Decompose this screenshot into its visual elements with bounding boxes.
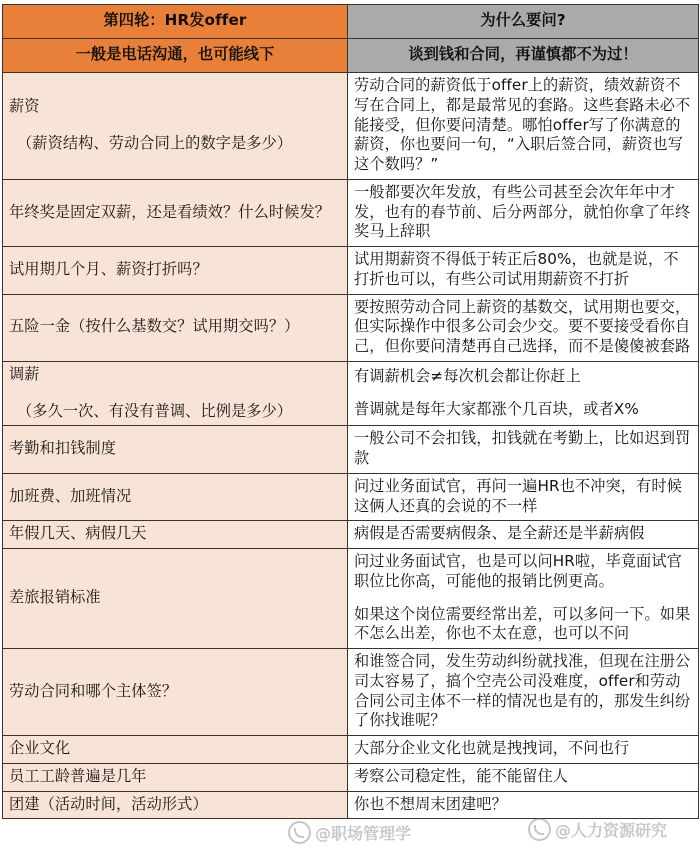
answer-paragraph: 要按照劳动合同上薪资的基数交，试用期也要交，但实际操作中很多公司会少交。要不要接受看你自己，但你要问清楚再自己选择，而不是傻傻被套路 xyxy=(354,297,691,355)
question-sub: （多久一次、有没有普调、比例是多少） xyxy=(17,401,293,420)
answer-paragraph: 一般公司不会扣钱，扣钱就在考勤上，比如迟到罚款 xyxy=(354,429,691,467)
question-main: 差旅报销标准 xyxy=(9,588,101,607)
question-main: 试用期几个月、薪资打折吗？ xyxy=(9,259,208,278)
table-row xyxy=(3,649,699,736)
question-cell xyxy=(3,361,348,426)
answer-spacer xyxy=(354,387,692,400)
question-main: 薪资 xyxy=(9,97,40,116)
table-header-row xyxy=(3,5,699,39)
header-right-title: 为什么要问? xyxy=(348,5,699,39)
answer-paragraph: 有调薪机会≠每次机会都让你赶上 xyxy=(354,366,581,385)
question-main: 加班费、加班情况 xyxy=(9,486,132,505)
qa-table-body xyxy=(3,5,699,819)
table-row xyxy=(3,179,699,246)
watermark-right-text: @人力资源研究 xyxy=(555,821,668,840)
header-right-subtitle: 谈到钱和合同，再谨慎都不为过！ xyxy=(348,39,699,73)
weibo-logo-icon xyxy=(528,818,551,841)
table-row xyxy=(3,426,699,474)
question-cell xyxy=(3,179,348,246)
answer-cell xyxy=(348,791,699,819)
watermark-left xyxy=(288,821,411,844)
question-main: 五险一金（按什么基数交？试用期交吗？） xyxy=(9,317,300,336)
question-cell xyxy=(3,791,348,819)
answer-paragraph: 问过业务面试官，也是可以问HR啦，毕竟面试官职位比你高，可能他的报销比例更高。 xyxy=(354,552,682,590)
answer-cell xyxy=(348,361,699,426)
answer-cell xyxy=(348,294,699,361)
answer-cell xyxy=(348,736,699,764)
answer-paragraph: 你也不想周末团建吧？ xyxy=(354,794,507,813)
question-main: 企业文化 xyxy=(9,739,71,757)
answer-cell xyxy=(348,73,699,180)
question-main: 调薪 xyxy=(9,364,40,383)
question-main: 年假几天、病假几天 xyxy=(9,524,147,543)
answer-paragraph: 问过业务面试官，再问一遍HR也不冲突，有时候这俩人还真的会说的不一样 xyxy=(354,476,682,515)
answer-spacer xyxy=(354,592,692,605)
answer-paragraph: 一般都要次年发放，有些公司甚至会次年年中才发，也有的春节前、后分两部分，就怕你拿了年终奖马上辞职 xyxy=(354,182,691,241)
answer-paragraph: 试用期薪资不得低于转正后80%，也就是说，不打折也可以，有些公司试用期薪资不打折 xyxy=(354,250,679,288)
table-row xyxy=(3,791,699,819)
answer-paragraph: 病假是否需要病假条、是全薪还是半薪病假 xyxy=(354,524,645,543)
question-main: 年终奖是固定双薪，还是看绩效？什么时候发？ xyxy=(9,202,331,221)
table-row xyxy=(3,73,699,180)
question-main: 考勤和扣钱制度 xyxy=(9,439,117,458)
table-row xyxy=(3,247,699,295)
watermark-left-text: @职场管理学 xyxy=(315,824,412,843)
table-row xyxy=(3,521,699,549)
answer-cell xyxy=(348,179,699,246)
answer-cell xyxy=(348,426,699,474)
answer-cell xyxy=(348,649,699,736)
table-row xyxy=(3,549,699,649)
question-cell xyxy=(3,73,348,180)
answer-paragraph: 普调就是每年大家都涨个几百块，或者X% xyxy=(354,399,639,418)
question-main: 团建（活动时间，活动形式） xyxy=(9,794,208,813)
answer-cell xyxy=(348,763,699,791)
answer-cell xyxy=(348,473,699,521)
answer-paragraph: 劳动合同的薪资低于offer上的薪资，绩效薪资不写在合同上，都是最常见的套路。这些套路未必不能接受，但你要问清楚。哪怕offer写了你满意的薪资，你也要问一句，“入职后签合同，薪资也写这个数吗？” xyxy=(354,76,691,173)
answer-paragraph: 大部分企业文化也就是拽拽词，不问也行 xyxy=(354,739,630,757)
table-row xyxy=(3,736,699,764)
answer-paragraph: 如果这个岗位需要经常出差，可以多问一下。如果不怎么出差，你也不太在意，也可以不问 xyxy=(354,604,691,643)
qa-table xyxy=(2,4,699,819)
question-cell xyxy=(3,736,348,764)
question-main: 劳动合同和哪个主体签？ xyxy=(9,681,178,700)
answer-paragraph: 和谁签合同，发生劳动纠纷就找准，但现在注册公司太容易了，搞个空壳公司没难度，offer和劳动合同公司主体不一样的情况也是有的，那发生纠纷了你找谁呢？ xyxy=(354,652,691,730)
table-row xyxy=(3,361,699,426)
question-main: 员工工龄普遍是几年 xyxy=(9,766,147,785)
question-sub: （薪资结构、劳动合同上的数字是多少） xyxy=(17,133,293,152)
question-cell xyxy=(3,763,348,791)
answer-cell xyxy=(348,521,699,549)
watermark-right xyxy=(528,818,667,841)
answer-cell xyxy=(348,247,699,295)
question-cell xyxy=(3,247,348,295)
answer-cell xyxy=(348,549,699,649)
table-row xyxy=(3,473,699,521)
question-cell xyxy=(3,549,348,649)
header-left-title: 第四轮：HR发offer xyxy=(3,5,348,39)
answer-paragraph: 考察公司稳定性，能不能留住人 xyxy=(354,766,569,785)
question-cell xyxy=(3,521,348,549)
weibo-logo-icon xyxy=(288,821,311,844)
question-cell xyxy=(3,473,348,521)
question-cell xyxy=(3,649,348,736)
header-left-subtitle: 一般是电话沟通，也可能线下 xyxy=(3,39,348,73)
table-row xyxy=(3,763,699,791)
question-cell xyxy=(3,426,348,474)
table-row xyxy=(3,294,699,361)
table-subheader-row xyxy=(3,39,699,73)
question-cell xyxy=(3,294,348,361)
